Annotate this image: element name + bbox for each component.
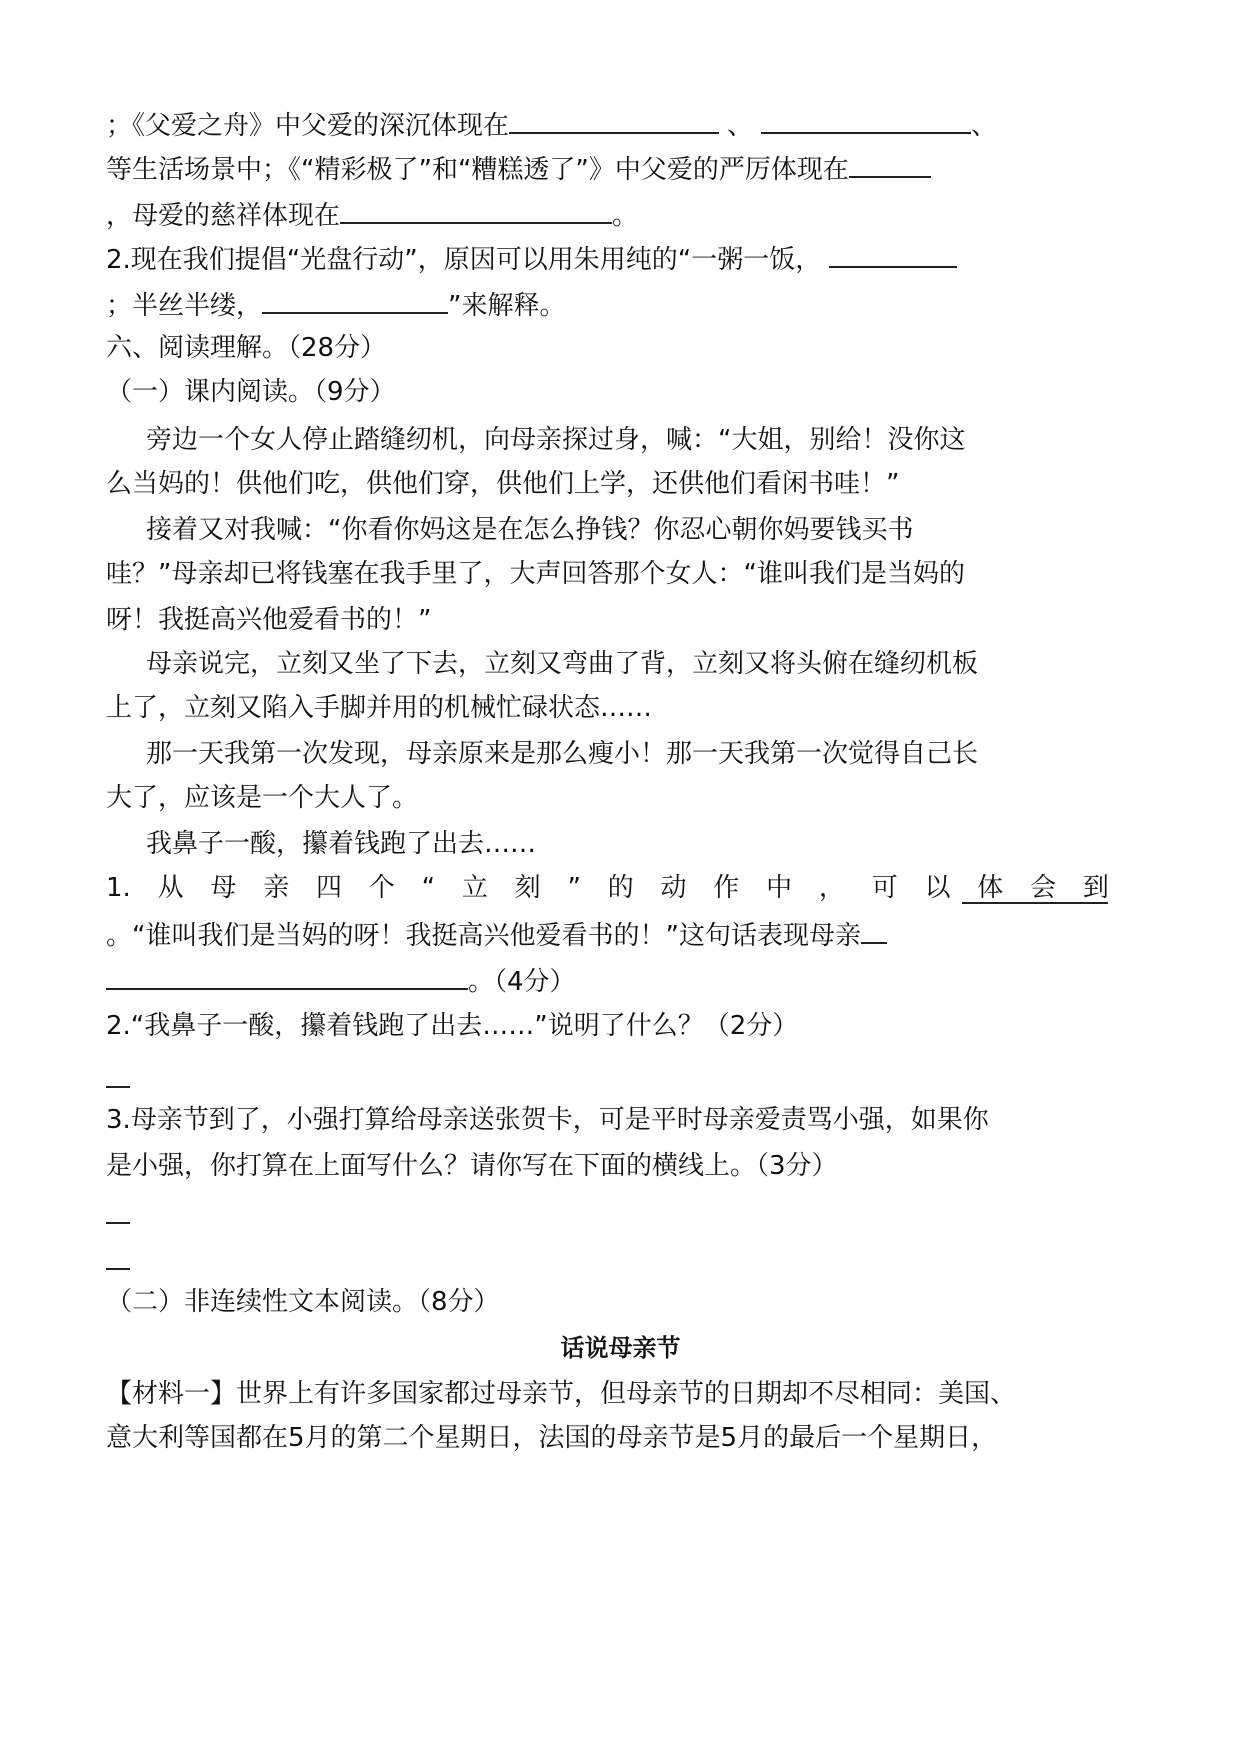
answer-blank[interactable] [849, 150, 931, 178]
answer-blank[interactable] [761, 106, 971, 134]
question-text: ”来解释。 [448, 291, 566, 321]
answer-blank[interactable] [962, 876, 1108, 904]
question-text: ；半丝半缕， [106, 291, 263, 321]
answer-blank[interactable] [829, 240, 957, 268]
q1-word: 可 [871, 873, 898, 903]
material-line: 【材料一】世界上有许多国家都过母亲节，但母亲节的日期却不尽相同：美国、 [106, 1379, 1017, 1409]
q1-word: 立 [461, 873, 488, 903]
question-text: 。“谁叫我们是当妈的呀！我挺高兴他爱看书的！”这句话表现母亲 [106, 921, 861, 951]
passage-line: 母亲说完，立刻又坐了下去，立刻又弯曲了背，立刻又将头俯在缝纫机板 [146, 649, 979, 679]
q1-word: ， [818, 873, 845, 903]
answer-blank[interactable] [509, 106, 719, 134]
passage-line: 那一天我第一次发现，母亲原来是那么瘦小！那一天我第一次觉得自己长 [146, 739, 979, 769]
question-text: 。（4分） [468, 967, 576, 997]
answer-blank[interactable] [106, 1242, 130, 1270]
answer-blank[interactable] [106, 962, 468, 990]
answer-blank[interactable] [106, 1196, 130, 1224]
q1-word: 从 [157, 873, 184, 903]
question-1-line-3 [106, 962, 1241, 1000]
answer-blank[interactable] [861, 916, 887, 944]
q1-word: 四 [315, 873, 342, 903]
q5-line-3 [106, 196, 1241, 234]
q1-word: 以 [924, 873, 951, 903]
q1-word: 作 [713, 873, 740, 903]
material-line: 意大利等国都在5月的第二个星期日，法国的母亲节是5月的最后一个星期日， [106, 1423, 998, 1453]
q1-word: 个 [368, 873, 395, 903]
q5-line-2-text: 等生活场景中；《“精彩极了”和“糟糕透了”》中父爱的严厉体现在 [106, 155, 849, 185]
question-3-line-1: 3.母亲节到了，小强打算给母亲送张贺卡，可是平时母亲爱责骂小强，如果你 [106, 1105, 989, 1135]
answer-blank[interactable] [262, 286, 448, 314]
section-heading: 六、阅读理解。（28分） [106, 333, 387, 363]
q1-word: 刻 [514, 873, 541, 903]
passage-line: 我鼻子一酸，攥着钱跑了出去…… [146, 829, 537, 859]
q5-line-2 [106, 150, 1241, 188]
q5-line-1 [106, 106, 1241, 144]
q1-word: 中 [766, 873, 793, 903]
passage-line: 呀！我挺高兴他爱看书的！” [106, 605, 432, 635]
part-heading: （二）非连续性文本阅读。（8分） [106, 1287, 500, 1317]
q1-word: “ [421, 873, 436, 903]
separator: 、 [727, 111, 754, 141]
question-text: 2.现在我们提倡“光盘行动”，原因可以用朱用纯的“一粥一饭， [106, 245, 822, 275]
question-3-line-2: 是小强，你打算在上面写什么？请你写在下面的横线上。（3分） [106, 1151, 838, 1181]
article-title: 话说母亲节 [560, 1334, 681, 1362]
q1-word: 会 [1030, 873, 1057, 903]
passage-line: 上了，立刻又陷入手脚并用的机械忙碌状态…… [106, 693, 653, 723]
passage-line: 哇？”母亲却已将钱塞在我手里了，大声回答那个女人：“谁叫我们是当妈的 [106, 559, 965, 589]
q1-word: 亲 [263, 873, 290, 903]
question-1-line-2 [106, 916, 1241, 954]
q5-question-2-cont [106, 286, 1241, 324]
q5-line-3-text: ，母爱的慈祥体现在 [106, 201, 341, 231]
question-1-line-1 [106, 870, 1109, 906]
period: 。 [612, 201, 639, 231]
q1-word: 母 [210, 873, 237, 903]
passage-line: 么当妈的！供他们吃，供他们穿，供他们上学，还供他们看闲书哇！” [106, 469, 900, 499]
part-heading: （一）课内阅读。（9分） [106, 377, 396, 407]
q5-question-2 [106, 240, 1241, 278]
passage-line: 接着又对我喊：“你看你妈这是在怎么挣钱？你忍心朝你妈要钱买书 [146, 515, 914, 545]
answer-blank[interactable] [106, 1060, 130, 1088]
q1-word: 到 [1082, 873, 1109, 903]
q5-line-1-text: ；《父爱之舟》中父爱的深沉体现在 [106, 111, 510, 141]
passage-line: 大了，应该是一个大人了。 [106, 783, 419, 813]
q1-word: 动 [660, 873, 687, 903]
passage-line: 旁边一个女人停止踏缝纫机，向母亲探过身，喊：“大姐，别给！没你这 [146, 425, 966, 455]
q1-word: ” [567, 873, 581, 903]
answer-blank[interactable] [340, 196, 612, 224]
q1-word: 1. [106, 873, 131, 903]
q1-word: 的 [607, 873, 634, 903]
question-2: 2.“我鼻子一酸，攥着钱跑了出去……”说明了什么？（2分） [106, 1011, 799, 1041]
separator: 、 [971, 111, 998, 141]
q1-word: 体 [977, 873, 1004, 903]
